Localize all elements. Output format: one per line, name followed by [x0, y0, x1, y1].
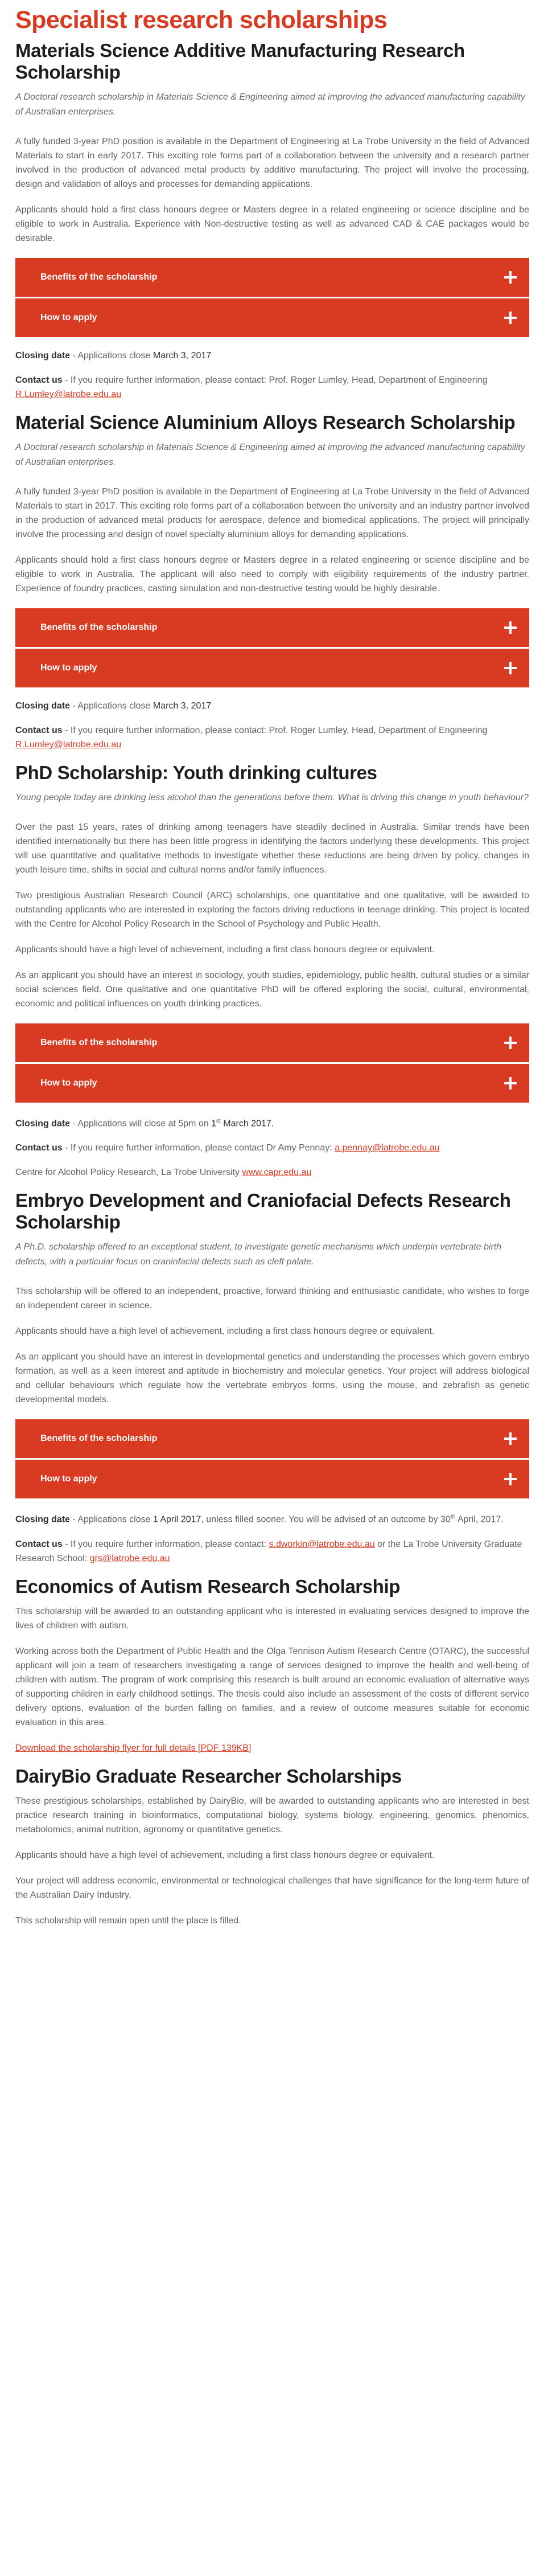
accordion [15, 1023, 529, 1103]
contact-email-link[interactable]: a.pennay@latrobe.edu.au [335, 1143, 440, 1153]
contact-email-link[interactable]: s.dworkin@latrobe.edu.au [269, 1539, 375, 1549]
paragraph: Over the past 15 years, rates of drinking among teenagers have steadily declined in Australia. Similar trends have been identified internationally but there has been little progress in identifying the factors underlying these developments. This project will use quantitative and qualitative methods to investigate whether these reductions are being driven by policy, changes in youth leisure time, shifts in social and cultural norms and/or family influences. [15, 822, 529, 875]
accordion-label: Benefits of the scholarship [40, 623, 158, 632]
paragraph: Your project will address economic, environmental or technological challenges that have significance for the long-term future of the Australian Dairy Industry. [15, 1875, 529, 1900]
accordion [15, 608, 529, 687]
paragraph: As an applicant you should have an interest in sociology, youth studies, epidemiology, public health, cultural studies or a similar social sciences field. One qualitative and one quantitative PhD will be offered exploring the social, cultural, environmental, economic and political influences on youth drinking practices. [15, 970, 529, 1009]
plus-icon [504, 271, 517, 284]
accordion-label: Benefits of the scholarship [40, 272, 158, 282]
paragraph: Applicants should have a high level of achievement, including a first class honours degree or equivalent. [15, 945, 435, 955]
closing-date-suffix: th [450, 1514, 456, 1521]
how-to-apply-accordion-toggle[interactable] [15, 298, 529, 337]
scholarship-dairybio [15, 1766, 529, 1928]
closing-date-rest: March 2017. [220, 1119, 274, 1129]
accordion-label: Benefits of the scholarship [40, 1434, 158, 1444]
closing-date [15, 1114, 529, 1131]
closing-date-rest: , unless filled sooner. You will be advised of an outcome by 30 [201, 1514, 451, 1525]
plus-icon [504, 621, 517, 634]
paragraph: Applicants should have a high level of achievement, including a first class honours degree or equivalent. [15, 1326, 435, 1337]
accordion-label: How to apply [40, 1078, 97, 1088]
section-title: Material Science Aluminium Alloys Research Scholarship [15, 412, 516, 433]
paragraph: A fully funded 3-year PhD position is available in the Department of Engineering at La Trobe University in the field of Advanced Materials to start in early 2017. This exciting role forms part of a collaboration between the university and a research partner involved in the production of advanced metal products by additive manufacturing. The project will involve the processing, design and validation of alloys and processes for demanding applications. [15, 137, 529, 189]
scholarship-additive-manufacturing [15, 40, 529, 402]
centre-text: Centre for Alcohol Policy Research, La Trobe University [15, 1168, 242, 1178]
closing-date-rest-2: April, 2017. [455, 1514, 504, 1525]
paragraph: Working across both the Department of Public Health and the Olga Tennison Autism Research Centre (OTARC), the successful applicant will join a team of researchers investigating a range of services designed to improve the health and well-being of children with autism. The program of work comprising this research is built around an economic evaluation of alternative ways of supporting children in early childhood settings. The thesis could also include an assessment of the costs of different service delivery options, evaluation of the burden falling on families, and a review of outcome measures suitable for economic evaluation in this area. [15, 1646, 529, 1727]
contact-text: - If you require further information, please contact: Prof. Roger Lumley, Head, Department of Engineering [62, 375, 488, 385]
closing-date-label: Closing date [15, 351, 71, 361]
benefits-accordion-toggle[interactable] [15, 608, 529, 647]
accordion [15, 258, 529, 337]
how-to-apply-accordion-toggle[interactable] [15, 1460, 529, 1498]
closing-date-label: Closing date [15, 701, 71, 711]
section-title: Embryo Development and Craniofacial Defects Research Scholarship [15, 1190, 511, 1233]
download-flyer-link[interactable]: Download the scholarship flyer for full details [PDF 139KB] [15, 1743, 252, 1753]
accordion-label: How to apply [40, 663, 97, 673]
how-to-apply-accordion-toggle[interactable] [15, 649, 529, 687]
paragraph: This scholarship will be offered to an independent, proactive, forward thinking and enthusiastic candidate, who wishes to forge an independent career in science. [15, 1287, 529, 1311]
contact-label: Contact us [15, 726, 63, 735]
closing-date [15, 699, 529, 713]
section-title: Economics of Autism Research Scholarship [15, 1575, 400, 1597]
scholarship-economics-of-autism [15, 1576, 529, 1755]
download-flyer [15, 1741, 529, 1755]
paragraph: Applicants should hold a first class honours degree or Masters degree in a related engineering or science discipline and be eligible to work in Australia. The applicant will also need to comply with eligibility requirements of the industry partner. Experience of foundry practices, casting simulation and non-destructive testing would be highly desirable. [15, 555, 529, 593]
closing-date-label: Closing date [15, 1514, 71, 1525]
scholarship-embryo-development [15, 1190, 529, 1565]
page-title: Specialist research scholarships [15, 6, 388, 34]
section-intro: Young people today are drinking less alcohol than the generations before them. What is driving this change in youth behaviour? [15, 793, 529, 802]
contact [15, 1141, 529, 1155]
section-title: PhD Scholarship: Youth drinking cultures [15, 762, 377, 783]
contact-text: - If you require further information, please contact: Prof. Roger Lumley, Head, Department of Engineering [62, 726, 488, 735]
paragraph: These prestigious scholarships, established by DairyBio, will be awarded to outstanding applicants who are interested in best practice research training in bioinformatics, computational biology, systems biology, engineering, genomics, phenomics, metabolomics, animal nutrition, agronomy or quantitative genetics. [15, 1796, 529, 1834]
closing-date-text: - Applications close [70, 351, 153, 361]
how-to-apply-accordion-toggle[interactable] [15, 1064, 529, 1103]
contact-text-mid: or the La Trobe University Graduate Research School: [15, 1539, 522, 1563]
contact [15, 373, 529, 402]
section-title: DairyBio Graduate Researcher Scholarships [15, 1765, 402, 1787]
scholarship-aluminium-alloys [15, 412, 529, 752]
closing-date-suffix: st [216, 1118, 221, 1124]
contact-email-link[interactable]: R.Lumley@latrobe.edu.au [15, 390, 122, 399]
benefits-accordion-toggle[interactable] [15, 1023, 529, 1062]
accordion [15, 1419, 529, 1498]
closing-date-label: Closing date [15, 1119, 71, 1129]
contact-label: Contact us [15, 1143, 63, 1153]
plus-icon [504, 1077, 517, 1090]
paragraph: Two prestigious Australian Research Council (ARC) scholarships, one quantitative and one qualitative, will be awarded to outstanding applicants who are interested in exploring the factors driving reductions in teenage drinking. This project is located with the Centre for Alcohol Policy Research in the School of Psychology and Public Health. [15, 891, 529, 929]
scholarship-youth-drinking [15, 762, 529, 1180]
section-intro: A Doctoral research scholarship in Materials Science & Engineering aimed at improving the advanced manufacturing capability of Australian enterprises. [15, 443, 525, 467]
plus-icon [504, 1473, 517, 1485]
benefits-accordion-toggle[interactable] [15, 1419, 529, 1458]
contact-label: Contact us [15, 375, 63, 385]
closing-date-value: March 3, 2017 [153, 701, 212, 711]
contact-text: - If you require further information, please contact Dr Amy Pennay: [62, 1143, 335, 1153]
benefits-accordion-toggle[interactable] [15, 258, 529, 297]
section-intro: A Ph.D. scholarship offered to an exceptional student, to investigate genetic mechanisms which underpin vertebrate birth defects, with a particular focus on craniofacial defects such as cleft palate. [15, 1242, 502, 1267]
grs-email-link[interactable]: grs@latrobe.edu.au [89, 1553, 170, 1563]
closing-date-text: - Applications will close at 5pm on [70, 1119, 212, 1129]
accordion-label: How to apply [40, 1474, 97, 1484]
centre-website-link[interactable]: www.capr.edu.au [242, 1168, 312, 1178]
paragraph: This scholarship will be awarded to an outstanding applicant who is interested in evaluating services designed to improve the lives of children with autism. [15, 1606, 529, 1631]
closing-date-text: - Applications close [70, 1514, 153, 1525]
paragraph: As an applicant you should have an interest in developmental genetics and understanding the processes which govern embryo formation, as well as a keen interest and aptitude in biochemistry and molecular genetics. Your project will address biological and cellular behaviours which regulate how the vertebrate embryos forms, using the mouse, and zebrafish as genetic developmental models. [15, 1352, 529, 1405]
contact [15, 1537, 529, 1566]
accordion-label: Benefits of the scholarship [40, 1038, 158, 1047]
plus-icon [504, 312, 517, 324]
paragraph: Applicants should hold a first class honours degree or Masters degree in a related engineering or science discipline and be eligible to work in Australia. Experience with Non-destructive testing as well as advanced CAD & CAE packages would be desirable. [15, 205, 529, 243]
contact-text: - If you require further information, please contact: [62, 1539, 269, 1549]
plus-icon [504, 662, 517, 674]
section-title: Materials Science Additive Manufacturing Research Scholarship [15, 40, 465, 83]
closing-date-value: March 3, 2017 [153, 351, 212, 361]
contact [15, 723, 529, 752]
closing-date [15, 349, 529, 363]
closing-date-day: 1 [211, 1119, 217, 1129]
paragraph: A fully funded 3-year PhD position is available in the Department of Engineering at La Trobe University in the field of Advanced Materials to start in 2017. This exciting role forms part of a collaboration between the university and an industry partner involved in the production of advanced metal products for aerospace, defence and biomedical applications. The project will principally involve the processing and design of novel specialty aluminium alloys for demanding applications. [15, 487, 529, 539]
contact-label: Contact us [15, 1539, 63, 1549]
section-intro: A Doctoral research scholarship in Materials Science & Engineering aimed at improving the advanced manufacturing capability of Australian enterprises. [15, 92, 525, 117]
plus-icon [504, 1432, 517, 1445]
paragraph: Applicants should have a high level of achievement, including a first class honours degree or equivalent. [15, 1850, 435, 1860]
accordion-label: How to apply [40, 313, 97, 322]
paragraph: This scholarship will remain open until the place is filled. [15, 1915, 241, 1926]
contact-email-link[interactable]: R.Lumley@latrobe.edu.au [15, 740, 122, 750]
plus-icon [504, 1037, 517, 1049]
closing-date-text: - Applications close [70, 701, 153, 711]
centre-info [15, 1165, 529, 1180]
closing-date-value: 1 April 2017 [153, 1514, 201, 1525]
closing-date [15, 1510, 529, 1526]
